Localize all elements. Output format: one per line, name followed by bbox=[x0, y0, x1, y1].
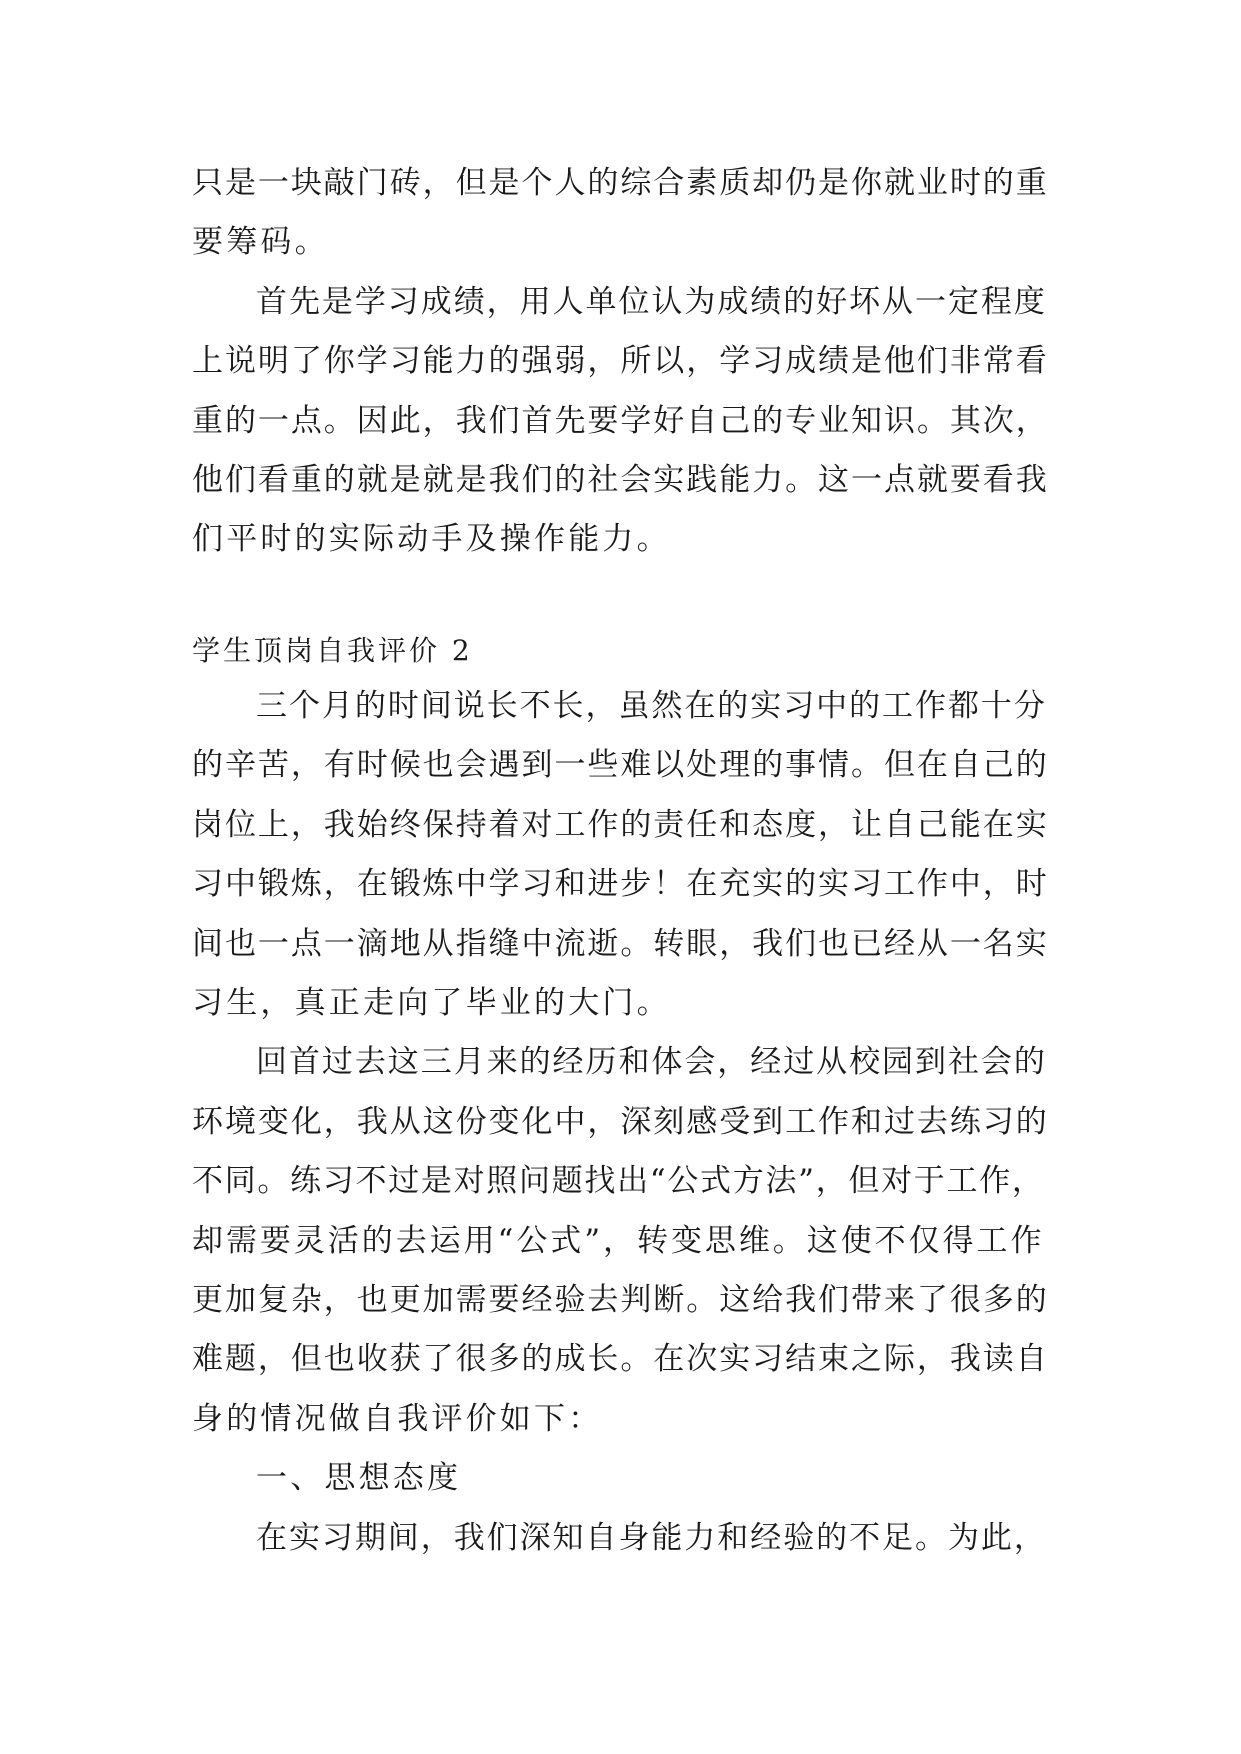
paragraph-line: 环境变化，我从这份变化中，深刻感受到工作和过去练习的 bbox=[192, 1104, 1049, 1140]
paragraph-line: 却需要灵活的去运用“公式”，转变思维。这使不仅得工作 bbox=[192, 1223, 1045, 1259]
paragraph-line: 不同。练习不过是对照问题找出“公式方法”，但对于工作， bbox=[192, 1163, 1045, 1199]
paragraph-line: 岗位上，我始终保持着对工作的责任和态度，让自己能在实 bbox=[192, 807, 1049, 843]
paragraph-line: 要筹码。 bbox=[192, 224, 329, 260]
paragraph-line: 间也一点一滴地从指缝中流逝。转眼，我们也已经从一名实 bbox=[192, 926, 1049, 962]
paragraph-line: 难题，但也收获了很多的成长。在次实习结束之际，我读自 bbox=[192, 1341, 1049, 1377]
paragraph-line: 的辛苦，有时候也会遇到一些难以处理的事情。但在自己的 bbox=[192, 747, 1049, 783]
paragraph-line: 首先是学习成绩，用人单位认为成绩的好坏从一定程度 bbox=[256, 284, 1047, 320]
paragraph-line: 他们看重的就是就是我们的社会实践能力。这一点就要看我 bbox=[192, 462, 1049, 498]
paragraph-line: 上说明了你学习能力的强弱，所以，学习成绩是他们非常看 bbox=[192, 343, 1049, 379]
section-title: 学生顶岗自我评价 2 bbox=[192, 634, 473, 667]
paragraph-line: 在实习期间，我们深知自身能力和经验的不足。为此， bbox=[256, 1520, 1047, 1556]
paragraph-line: 习生，真正走向了毕业的大门。 bbox=[192, 985, 671, 1021]
paragraph-line: 们平时的实际动手及操作能力。 bbox=[192, 521, 671, 557]
subheading: 一、思想态度 bbox=[256, 1460, 462, 1496]
paragraph-line: 回首过去这三月来的经历和体会，经过从校园到社会的 bbox=[256, 1044, 1047, 1080]
paragraph-line: 三个月的时间说长不长，虽然在的实习中的工作都十分 bbox=[256, 688, 1047, 724]
paragraph-line: 身的情况做自我评价如下： bbox=[192, 1401, 603, 1437]
paragraph-line: 习中锻炼，在锻炼中学习和进步！在充实的实习工作中，时 bbox=[192, 866, 1049, 902]
paragraph-line: 重的一点。因此，我们首先要学好自己的专业知识。其次， bbox=[192, 403, 1049, 439]
paragraph-line: 更加复杂，也更加需要经验去判断。这给我们带来了很多的 bbox=[192, 1282, 1049, 1318]
paragraph-line: 只是一块敲门砖，但是个人的综合素质却仍是你就业时的重 bbox=[192, 165, 1049, 201]
